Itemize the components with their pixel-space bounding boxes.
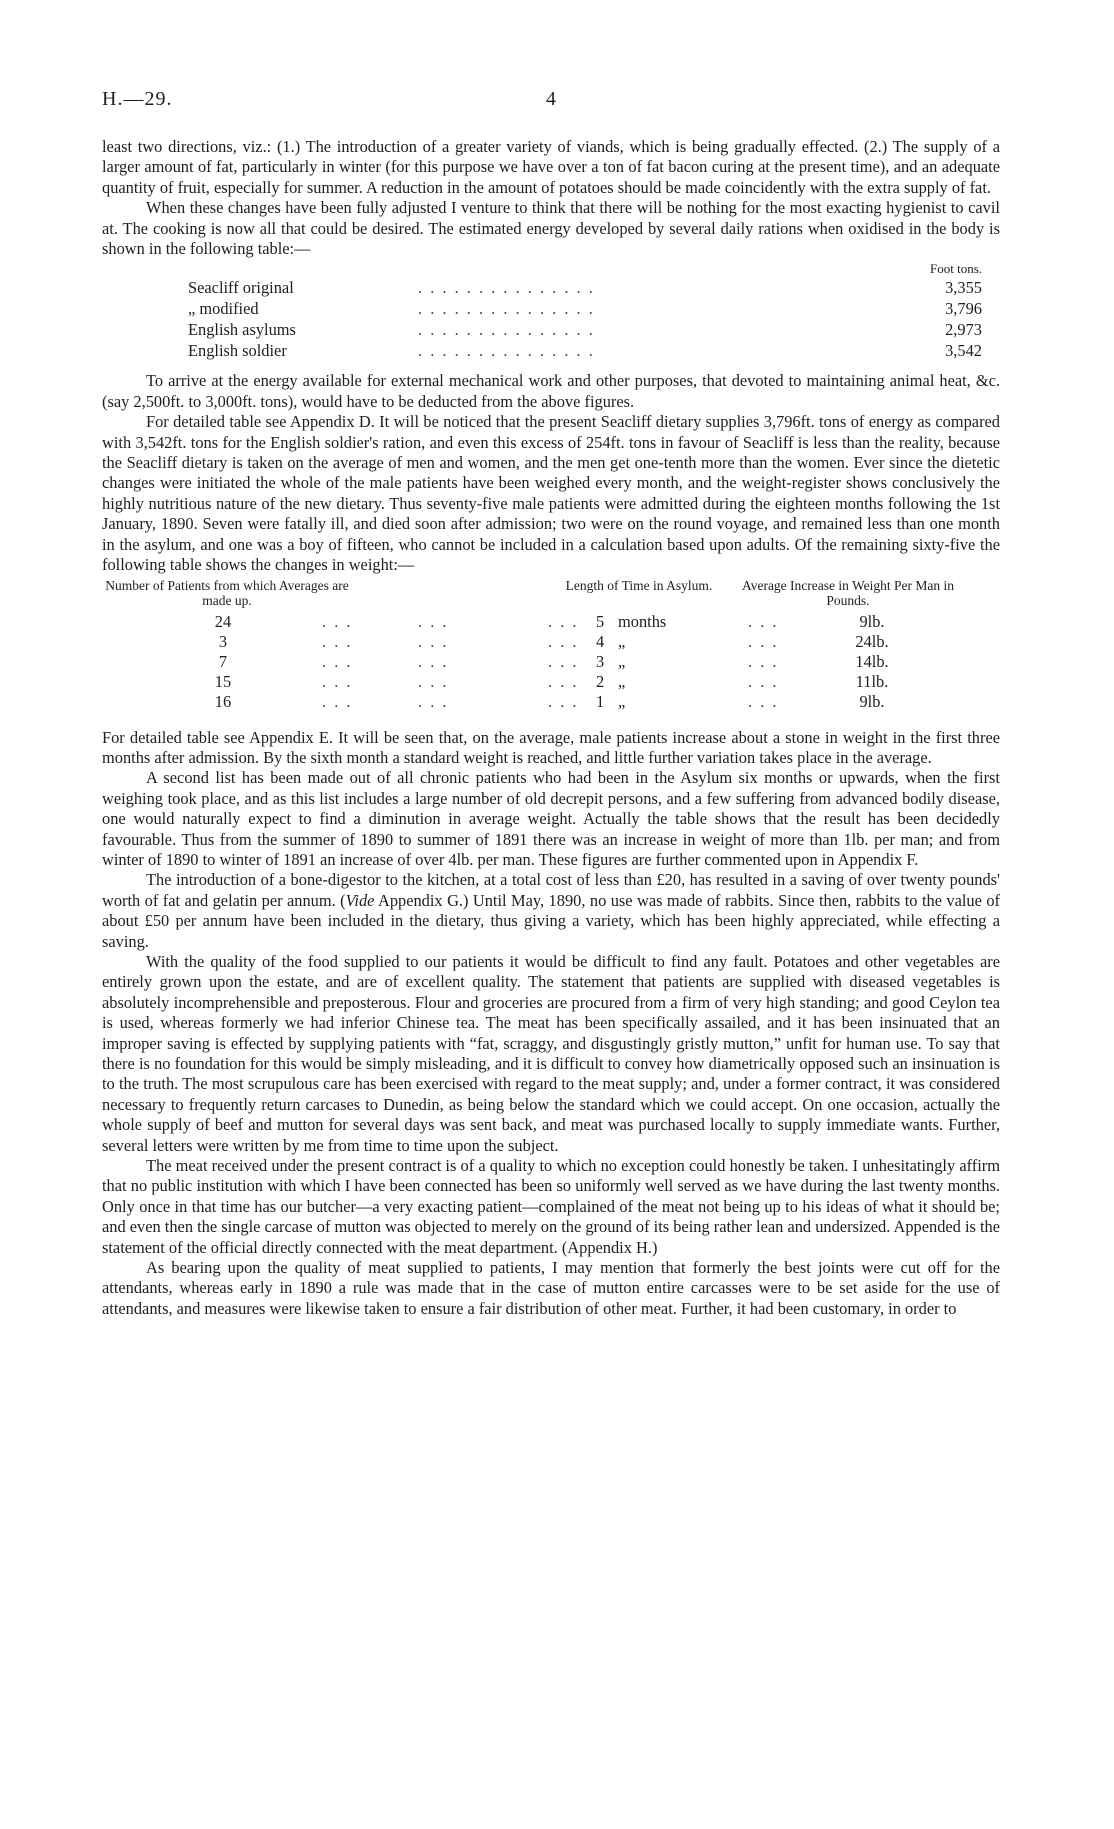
leader-dots: . . . [322,671,353,691]
energy-value: 3,796 [945,299,982,319]
leader-dots: . . . [748,631,779,651]
paragraph: The meat received under the present contract is of a quality to which no exception could honestly be taken. I unhesitatingly affirm that no public institution with which I have been connected has been so uniformly well served as we have during the last twenty months. Only once in that time has our butcher—a very exacting patient—complained of the meat not being up to his ideas of what it should be; and even then the single carcase of mutton was objected to merely on the ground of its being rather lean and undersized. Appended is the statement of the official directly connected with the meat department. (Appendix H.) [102,1156,1001,1257]
leader-dots: . . . [748,691,779,711]
patients-count: 15 [214,671,232,691]
leader-dots: . . . [548,691,579,711]
energy-label: English soldier [188,341,287,361]
leader-dots: . . . . . . . . . . . . . . . [418,278,595,298]
paragraph: With the quality of the food supplied to our patients it would be difficult to find any fault. Potatoes and other vegetables are entirely grown upon the estate, and are of excellent quality. The statement that patients are supplied with diseased vegetables is absolutely incomprehensible and preposterous. Flour and groceries are procured from a firm of very high standing; and good Ceylon tea is used, whereas formerly we had inferior Chinese tea. The meat has been specifically assailed, and it has been insinuated that an improper saving is effected by supplying patients with “fat, scraggy, and disgustingly gristly mutton,” unfit for human use. To say that there is no foundation for this would be simply misleading, and it is difficult to convey how diametrically opposed such an insinuation is to the truth. The most scrupulous care has been exercised with regard to the meat supply; and, under a former contract, it was considered necessary to frequently return carcases to Dunedin, as being below the standard which we could accept. On one occasion, actually the whole supply of beef and mutton for several days was sent back, and meat was purchased locally to supply immediate wants. Further, several letters were written by me from time to time upon the subject. [102,951,1000,1155]
patients-count: 24 [214,611,232,631]
weight-row [102,692,1000,712]
weight-row [102,672,1000,692]
weight-row [102,632,1000,652]
paragraph: When these changes have been fully adjusted I venture to think that there will be nothing for the most exacting hygienist to cavil at. The cooking is now all that could be desired. The estimated energy developed by several daily rations when oxidised in the body is shown in the following table:— [102,198,1000,259]
leader-dots: . . . [548,651,579,671]
length-unit: „ [618,651,626,671]
patients-count: 7 [218,651,228,671]
leader-dots: . . . [548,611,579,631]
length-unit: months [618,611,667,631]
document-reference: H.—29. [102,88,173,110]
weight-increase: 11lb. [855,671,889,691]
leader-dots: . . . [748,611,779,631]
paragraph: A second list has been made out of all chronic patients who had been in the Asylum six months or upwards, when the first weighing took place, and as this list includes a large number of old decrepit persons, and a few suffering from advanced bodily disease, one would naturally expect to find a diminution in average weight. Actually the table shows that the result has been decidedly favourable. Thus from the summer of 1890 to summer of 1891 there was an increase in weight of more than 1lb. per man; and from winter of 1890 to winter of 1891 an increase of over 4lb. per man. These figures are further commented upon in Appendix F. [102,768,1000,869]
energy-label: „ modified [188,299,259,319]
paragraph [102,870,1000,952]
page-number: 4 [546,88,556,110]
leader-dots: . . . [322,651,353,671]
energy-row [188,320,982,340]
length-unit: „ [618,671,626,691]
length-number: 4 [596,631,605,651]
leader-dots: . . . [748,671,779,691]
leader-dots: . . . [322,691,353,711]
leader-dots: . . . . . . . . . . . . . . . [418,341,595,361]
vide-italic: Vide [345,890,375,910]
weight-increase: 14lb. [855,651,889,671]
paragraph: For detailed table see Appendix E. It will be seen that, on the average, male patients increase about a stone in weight in the first three months after admission. By the sixth month a standard weight is reached, and little further variation takes place in the average. [102,727,1000,767]
energy-label: Seacliff original [188,278,294,298]
weight-header-patients: Number of Patients from which Averages are made up. [105,577,349,608]
weight-increase: 24lb. [855,631,889,651]
page-header [102,88,1000,112]
weight-header-increase: Average Increase in Weight Per Man in Pounds. [741,577,955,608]
weight-increase: 9lb. [859,611,885,631]
length-number: 1 [596,691,605,711]
paragraph-text: The introduction of a bone-digestor to the kitchen, at a total cost of less than £20, has resulted in a saving of over twenty pounds' worth of fat and gelatin per annum. ( [102,870,1000,910]
length-unit: „ [618,631,626,651]
energy-value: 2,973 [945,320,982,340]
leader-dots: . . . [748,651,779,671]
energy-unit-header: Foot tons. [929,261,982,277]
leader-dots: . . . [548,671,579,691]
energy-row [188,278,982,298]
length-number: 3 [596,651,605,671]
energy-label: English asylums [188,320,296,340]
leader-dots: . . . [548,631,579,651]
weight-row [102,652,1000,672]
leader-dots: . . . [322,631,353,651]
leader-dots: . . . [418,651,449,671]
leader-dots: . . . [418,611,449,631]
weight-table [102,578,1000,728]
weight-increase: 9lb. [859,691,885,711]
leader-dots: . . . [418,631,449,651]
paragraph: As bearing upon the quality of meat supplied to patients, I may mention that formerly the best joints were cut off for the attendants, whereas early in 1890 a rule was made that in the case of mutton entire carcasses were to be set aside for the use of attendants, and measures were likewise taken to ensure a fair distribution of other meat. Further, it had been customary, in order to [102,1258,1000,1318]
page-body [102,137,1000,1319]
energy-row [188,299,982,319]
energy-value: 3,355 [945,278,982,298]
energy-table [102,261,1000,367]
leader-dots: . . . [418,691,449,711]
energy-value: 3,542 [945,341,982,361]
paragraph-text: Appendix G.) Until May, 1890, no use was made of rabbits. Since then, rabbits to the value of about £50 per annum have been included in the dietary, thus giving a variety, which has been highly appreciated, while effecting a saving. [102,890,1000,951]
weight-header-length: Length of Time in Asylum. [565,577,713,593]
weight-row [102,612,1000,632]
length-number: 2 [596,671,605,691]
leader-dots: . . . [418,671,449,691]
length-number: 5 [596,611,605,631]
leader-dots: . . . . . . . . . . . . . . . [418,299,595,319]
patients-count: 3 [218,631,228,651]
leader-dots: . . . [322,611,353,631]
energy-row [188,341,982,361]
paragraph: least two directions, viz.: (1.) The introduction of a greater variety of viands, which is being gradually effected. (2.) The supply of a larger amount of fat, particularly in winter (for this purpose we have over a ton of fat bacon curing at the present time), and an adequate quantity of fruit, especially for summer. A reduction in the amount of potatoes should be made coincidently with the extra supply of fat. [102,137,1000,197]
leader-dots: . . . . . . . . . . . . . . . [418,320,595,340]
patients-count: 16 [214,691,232,711]
paragraph: For detailed table see Appendix D. It will be noticed that the present Seacliff dietary supplies 3,796ft. tons of energy as compared with 3,542ft. tons for the English soldier's ration, and even this excess of 254ft. tons in favour of Seacliff is less than the reality, because the Seacliff dietary is taken on the average of men and women, and the men get one-tenth more than the women. Ever since the dietetic changes were initiated the whole of the male patients have been weighed every month, and the weight-register shows conclusively the highly nutritious nature of the new dietary. Thus seventy-five male patients were admitted during the eighteen months following the 1st January, 1890. Seven were fatally ill, and died soon after admission; two were on the round voyage, and remained less than one month in the asylum, and one was a boy of fifteen, who cannot be included in a calculation based upon adults. Of the remaining sixty-five the following table shows the changes in weight:— [102,412,1000,575]
length-unit: „ [618,691,626,711]
paragraph: To arrive at the energy available for external mechanical work and other purposes, that devoted to maintaining animal heat, &c. (say 2,500ft. to 3,000ft. tons), would have to be deducted from the above figures. [102,371,1000,411]
